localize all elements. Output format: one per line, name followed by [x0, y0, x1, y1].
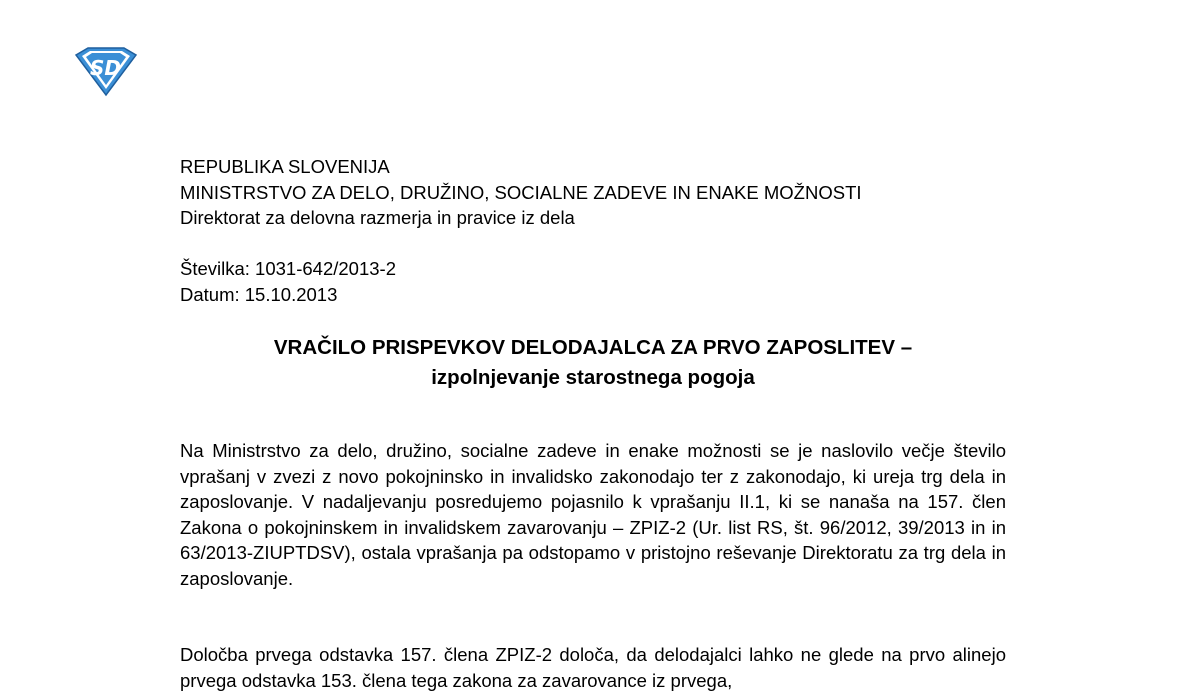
- header-republic: REPUBLIKA SLOVENIJA: [180, 156, 390, 177]
- document-meta: [180, 256, 396, 307]
- body-paragraph-1: Na Ministrstvo za delo, družino, socialne zadeve in enake možnosti se je naslovilo večje število vprašanj v zvezi z novo pokojninsko in invalidsko zakonodajo ter z zakonodajo, ki ureja trg dela in zaposlovanje. V nadaljevanju posredujemo pojasnilo k vprašanju II.1, ki se nanaša na 157. člen Zakona o pokojninskem in invalidskem zavarovanju – ZPIZ-2 (Ur. list RS, št. 96/2012, 39/2013 in in 63/2013-ZIUPTDSV), ostala vprašanja pa odstopamo v pristojno reševanje Direktoratu za trg dela in zaposlovanje.: [180, 440, 1006, 589]
- ministry-header: [180, 154, 862, 231]
- title-line-1: VRAČILO PRISPEVKOV DELODAJALCA ZA PRVO ZAPOSLITEV –: [273, 336, 913, 359]
- svg-text:SD: SD: [90, 56, 122, 80]
- sd-logo-icon: [72, 45, 140, 97]
- title-line-2: izpolnjevanje starostnega pogoja: [431, 366, 755, 389]
- header-ministry: MINISTRSTVO ZA DELO, DRUŽINO, SOCIALNE ZADEVE IN ENAKE MOŽNOSTI: [180, 181, 862, 203]
- body-paragraph-2: Določba prvega odstavka 157. člena ZPIZ-2 določa, da delodajalci lahko ne glede na prvo alinejo prvega odstavka 153. člena tega zakona za zavarovance iz prvega,: [180, 644, 1006, 691]
- document-number: Številka: 1031-642/2013-2: [180, 258, 396, 279]
- header-directorate: Direktorat za delovna razmerja in pravice iz dela: [180, 207, 575, 228]
- document-title: [180, 333, 1006, 393]
- document-date: Datum: 15.10.2013: [180, 283, 338, 305]
